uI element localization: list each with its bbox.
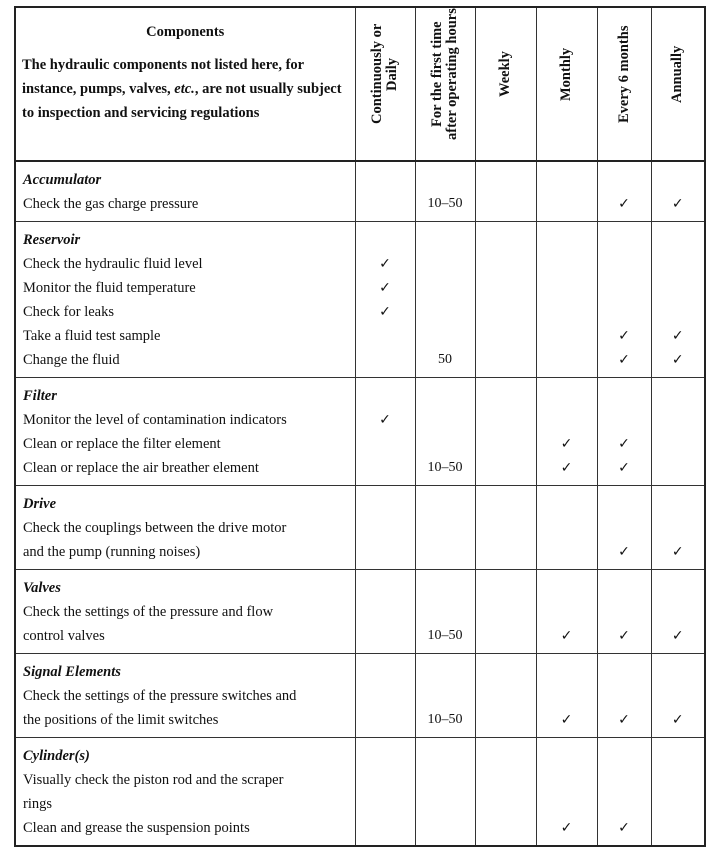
schedule-value [598, 252, 651, 276]
schedule-value [598, 276, 651, 300]
section-components-cell [15, 738, 355, 847]
section-title: Cylinder(s) [23, 748, 90, 764]
schedule-value [356, 456, 415, 480]
schedule-value [416, 300, 475, 324]
schedule-column-cell [355, 738, 415, 847]
schedule-value: 10–50 [427, 196, 463, 211]
components-note-etc: etc. [174, 81, 195, 97]
section-row [15, 222, 705, 378]
check-mark-icon: ✓ [671, 352, 684, 368]
schedule-value [598, 300, 651, 324]
maintenance-table [14, 6, 706, 847]
components-note-part: , are not usually subject to inspection and servicing regulations [22, 81, 342, 121]
task-text: Monitor the fluid temperature [23, 280, 196, 296]
task-text: Check the settings of the pressure switches and [23, 688, 297, 704]
section-components-cell [15, 570, 355, 654]
schedule-column-cell [415, 222, 475, 378]
schedule-column-cell [415, 570, 475, 654]
check-mark-icon: ✓ [560, 628, 573, 644]
section-title: Valves [23, 580, 61, 596]
table-header-row [15, 7, 705, 161]
task-text: Clean and grease the suspension points [23, 820, 250, 836]
schedule-value [537, 192, 597, 216]
section-components-cell [15, 378, 355, 486]
check-mark-icon: ✓ [671, 628, 684, 644]
schedule-value [652, 432, 705, 456]
schedule-column-cell [355, 378, 415, 486]
column-label: Monthly [558, 47, 574, 101]
schedule-value [416, 792, 475, 816]
schedule-value [416, 252, 475, 276]
schedule-value [356, 432, 415, 456]
schedule-value [598, 408, 651, 432]
schedule-column-cell [475, 738, 536, 847]
schedule-column-cell [475, 161, 536, 222]
section-row [15, 161, 705, 222]
schedule-value [416, 324, 475, 348]
schedule-value [416, 816, 475, 840]
column-label: Annually [669, 45, 686, 103]
schedule-value [476, 432, 536, 456]
schedule-value [416, 276, 475, 300]
column-label: Every 6 months [615, 25, 632, 123]
schedule-column-cell [651, 222, 705, 378]
schedule-column-cell [536, 161, 597, 222]
schedule-value [476, 540, 536, 564]
check-mark-icon: ✓ [560, 460, 573, 476]
schedule-value: 10–50 [427, 712, 463, 727]
check-mark-icon: ✓ [671, 712, 684, 728]
check-mark-icon: ✓ [618, 712, 630, 728]
section-row [15, 570, 705, 654]
schedule-value [476, 792, 536, 816]
schedule-column-cell [475, 222, 536, 378]
check-mark-icon: ✓ [618, 820, 630, 836]
check-mark-icon: ✓ [379, 412, 391, 428]
check-mark-icon: ✓ [671, 328, 684, 344]
schedule-value [476, 192, 536, 216]
section-components-cell [15, 161, 355, 222]
check-mark-icon: ✓ [618, 628, 630, 644]
components-title: Components [146, 24, 225, 40]
schedule-value [356, 708, 415, 732]
task-text: control valves [23, 628, 105, 644]
schedule-column-cell [415, 378, 475, 486]
schedule-column-cell [651, 378, 705, 486]
schedule-value [416, 408, 475, 432]
schedule-column-cell [597, 738, 651, 847]
column-header-six-months [597, 7, 651, 161]
schedule-column-cell [355, 654, 415, 738]
schedule-column-cell [597, 222, 651, 378]
schedule-value [416, 540, 475, 564]
schedule-value [537, 348, 597, 372]
schedule-column-cell [536, 738, 597, 847]
check-mark-icon: ✓ [618, 436, 630, 452]
schedule-value [537, 276, 597, 300]
schedule-column-cell [355, 161, 415, 222]
check-mark-icon: ✓ [671, 544, 684, 560]
schedule-value [476, 300, 536, 324]
column-label: Weekly [497, 51, 513, 97]
check-mark-icon: ✓ [618, 352, 630, 368]
section-title: Filter [23, 388, 57, 404]
schedule-value [416, 432, 475, 456]
section-row [15, 654, 705, 738]
schedule-column-cell [536, 378, 597, 486]
components-note [22, 53, 349, 125]
task-text: Check the gas charge pressure [23, 196, 199, 212]
schedule-value [652, 792, 705, 816]
schedule-value [476, 252, 536, 276]
schedule-value [537, 300, 597, 324]
components-header [15, 7, 355, 161]
schedule-column-cell [651, 570, 705, 654]
schedule-column-cell [536, 570, 597, 654]
schedule-value: 10–50 [427, 628, 463, 643]
schedule-value [652, 816, 705, 840]
check-mark-icon: ✓ [618, 328, 630, 344]
check-mark-icon: ✓ [379, 280, 391, 296]
task-text: Check the couplings between the drive motor [23, 520, 287, 536]
maintenance-schedule [14, 6, 706, 847]
section-title: Signal Elements [23, 664, 121, 680]
task-text: rings [23, 796, 52, 812]
column-header-annually [651, 7, 705, 161]
section-row [15, 738, 705, 847]
schedule-value [476, 276, 536, 300]
schedule-value [652, 456, 705, 480]
schedule-column-cell [475, 378, 536, 486]
section-title: Drive [23, 496, 57, 512]
schedule-column-cell [651, 738, 705, 847]
schedule-column-cell [597, 161, 651, 222]
column-header-first-time [415, 7, 475, 161]
column-header-monthly [536, 7, 597, 161]
schedule-value [476, 324, 536, 348]
check-mark-icon: ✓ [560, 436, 573, 452]
schedule-value [356, 348, 415, 372]
check-mark-icon: ✓ [618, 460, 630, 476]
schedule-column-cell [536, 486, 597, 570]
check-mark-icon: ✓ [671, 196, 684, 212]
schedule-column-cell [415, 738, 475, 847]
schedule-column-cell [355, 486, 415, 570]
schedule-value [356, 192, 415, 216]
schedule-value [537, 408, 597, 432]
schedule-column-cell [651, 161, 705, 222]
schedule-value [356, 792, 415, 816]
task-text: and the pump (running noises) [23, 544, 201, 560]
schedule-value [476, 816, 536, 840]
section-row [15, 378, 705, 486]
schedule-column-cell [597, 378, 651, 486]
schedule-value [652, 300, 705, 324]
schedule-value [537, 792, 597, 816]
check-mark-icon: ✓ [379, 256, 391, 272]
column-header-daily [355, 7, 415, 161]
schedule-column-cell [355, 222, 415, 378]
check-mark-icon: ✓ [618, 544, 630, 560]
schedule-column-cell [415, 486, 475, 570]
task-text: Check the settings of the pressure and flow [23, 604, 274, 620]
schedule-column-cell [415, 654, 475, 738]
schedule-column-cell [597, 654, 651, 738]
schedule-column-cell [651, 486, 705, 570]
schedule-value: 10–50 [427, 460, 463, 475]
schedule-value [537, 252, 597, 276]
task-text: Visually check the piston rod and the scraper [23, 772, 284, 788]
schedule-value [356, 540, 415, 564]
schedule-value [537, 540, 597, 564]
schedule-column-cell [475, 570, 536, 654]
schedule-value [476, 408, 536, 432]
schedule-value [356, 324, 415, 348]
section-title: Accumulator [23, 172, 102, 188]
column-header-weekly [475, 7, 536, 161]
section-components-cell [15, 486, 355, 570]
task-text: Clean or replace the air breather element [23, 460, 259, 476]
schedule-value [652, 408, 705, 432]
schedule-column-cell [651, 654, 705, 738]
section-components-cell [15, 654, 355, 738]
schedule-value [356, 816, 415, 840]
schedule-column-cell [355, 570, 415, 654]
task-text: Check for leaks [23, 304, 114, 320]
schedule-column-cell [475, 654, 536, 738]
section-components-cell [15, 222, 355, 378]
schedule-value [537, 324, 597, 348]
schedule-column-cell [597, 570, 651, 654]
schedule-value [356, 624, 415, 648]
schedule-column-cell [475, 486, 536, 570]
check-mark-icon: ✓ [618, 196, 630, 212]
schedule-column-cell [536, 222, 597, 378]
schedule-value [652, 276, 705, 300]
column-label: Continuously or Daily [369, 23, 400, 125]
schedule-value [598, 792, 651, 816]
task-text: Monitor the level of contamination indicators [23, 412, 287, 428]
section-title: Reservoir [23, 232, 81, 248]
task-text: Change the fluid [23, 352, 120, 368]
task-text: Check the hydraulic fluid level [23, 256, 203, 272]
task-text: the positions of the limit switches [23, 712, 219, 728]
schedule-column-cell [536, 654, 597, 738]
components-note-part: The hydraulic components not listed here, for instance, pumps, valves, [22, 57, 304, 97]
column-label: For the first time after operating hours [429, 8, 460, 140]
check-mark-icon: ✓ [560, 820, 573, 836]
schedule-value [476, 456, 536, 480]
schedule-column-cell [597, 486, 651, 570]
schedule-value [476, 708, 536, 732]
schedule-value [476, 348, 536, 372]
schedule-value: 50 [438, 352, 452, 367]
schedule-value [652, 252, 705, 276]
check-mark-icon: ✓ [379, 304, 391, 320]
task-text: Take a fluid test sample [23, 328, 161, 344]
schedule-value [476, 624, 536, 648]
check-mark-icon: ✓ [560, 712, 573, 728]
schedule-column-cell [415, 161, 475, 222]
task-text: Clean or replace the filter element [23, 436, 221, 452]
table-body [15, 161, 705, 846]
section-row [15, 486, 705, 570]
